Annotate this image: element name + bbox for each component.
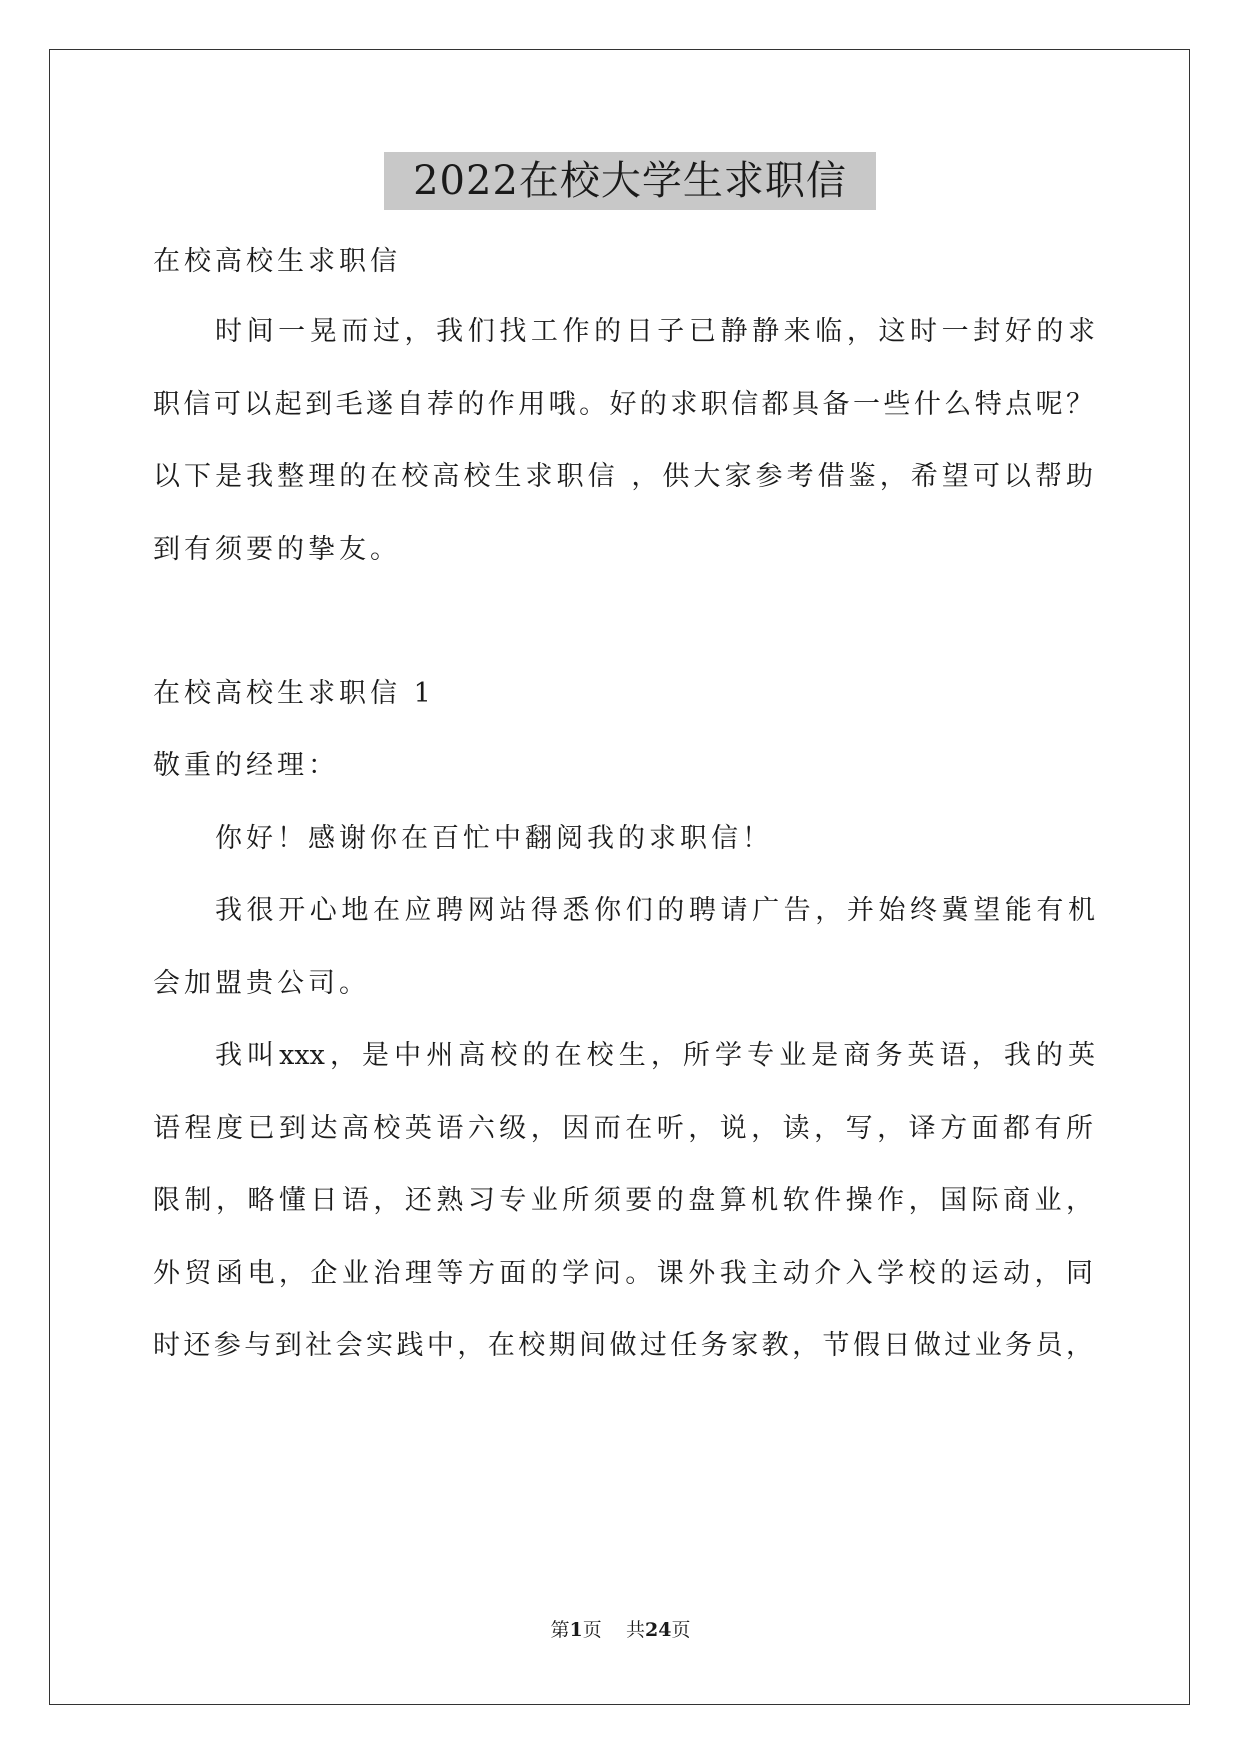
- subtitle: 在校高校生求职信: [153, 246, 401, 277]
- footer-prefix: 第: [550, 1619, 570, 1641]
- footer-total-pages: 24: [644, 1619, 672, 1641]
- footer-page-number: 1: [569, 1619, 583, 1641]
- intro-line: 职信可以起到毛遂自荐的作用哦。好的求职信都具备一些什么特点呢？: [153, 389, 1093, 420]
- salutation: 敬重的经理：: [153, 750, 339, 781]
- body-line: 语程度已到达高校英语六级，因而在听，说，读，写，译方面都有所: [153, 1113, 1093, 1144]
- document-title: 2022在校大学生求职信: [384, 152, 876, 210]
- body-line: 我很开心地在应聘网站得悉你们的聘请广告，并始终冀望能有机: [215, 895, 1095, 926]
- intro-line: 以下是我整理的在校高校生求职信 ，供大家参考借鉴，希望可以帮助: [153, 461, 1093, 492]
- page-footer: [0, 1618, 1241, 1642]
- page-border: [49, 49, 1190, 1705]
- footer-page-suffix: 页: [582, 1619, 602, 1641]
- section-title: 在校高校生求职信 1: [153, 678, 435, 709]
- intro-line: 时间一晃而过，我们找工作的日子已静静来临，这时一封好的求: [215, 316, 1095, 347]
- body-line: 时还参与到社会实践中，在校期间做过任务家教，节假日做过业务员，: [153, 1330, 1093, 1361]
- body-line: 限制，略懂日语，还熟习专业所须要的盘算机软件操作，国际商业，: [153, 1185, 1093, 1216]
- footer-total-suffix: 页: [671, 1619, 691, 1641]
- body-line: 我叫xxx，是中州高校的在校生，所学专业是商务英语，我的英: [215, 1040, 1095, 1071]
- body-line: 你好！感谢你在百忙中翻阅我的求职信！: [215, 823, 773, 854]
- body-line: 会加盟贵公司。: [153, 968, 370, 999]
- body-line: 外贸函电，企业治理等方面的学问。课外我主动介入学校的运动，同: [153, 1258, 1093, 1289]
- footer-total-prefix: 共: [625, 1619, 645, 1641]
- intro-line: 到有须要的挚友。: [153, 534, 401, 565]
